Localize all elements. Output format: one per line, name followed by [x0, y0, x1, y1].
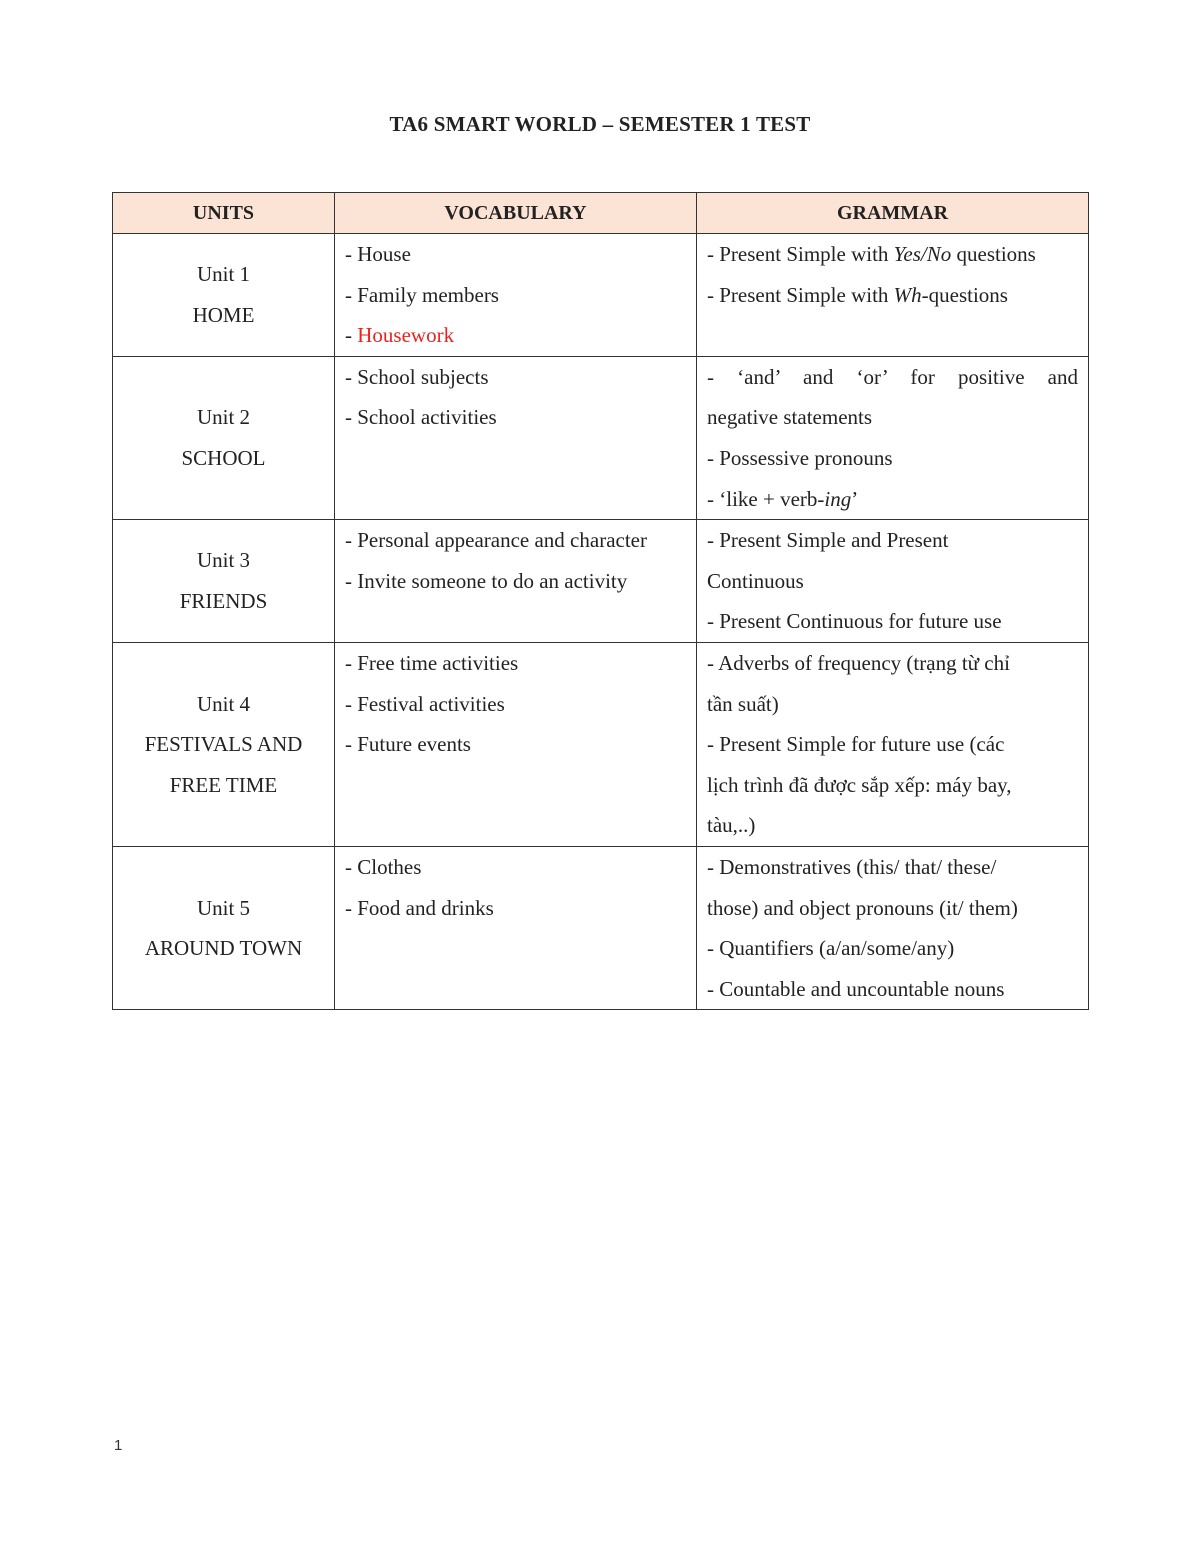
vocab-item: - Personal appearance and character [345, 528, 647, 553]
grammar-item-continued: negative statements [707, 405, 873, 430]
unit-topic: HOME [192, 302, 255, 327]
grammar-item-continued: lịch trình đã được sắp xếp: máy bay, [707, 772, 1012, 797]
unit-topic-continued: FREE TIME [169, 772, 278, 797]
vocabulary-cell [335, 356, 697, 519]
unit-number: Unit 4 [196, 691, 251, 716]
table-row [113, 520, 1089, 643]
vocab-item: - House [345, 242, 411, 266]
grammar-item: - ‘like + verb-ing’ [707, 486, 859, 511]
unit-cell [113, 846, 335, 1009]
unit-number: Unit 2 [196, 405, 251, 430]
grammar-item: - Possessive pronouns [707, 445, 893, 470]
vocab-item: - Family members [345, 282, 499, 307]
header-units: UNITS [113, 193, 335, 234]
vocab-item: - Invite someone to do an activity [345, 568, 628, 593]
vocab-item: - Festival activities [345, 691, 505, 716]
unit-cell [113, 642, 335, 846]
table-row [113, 356, 1089, 519]
table-row [113, 642, 1089, 846]
grammar-item: - Demonstratives (this/ that/ these/ [707, 854, 997, 879]
grammar-item: - Present Simple with Yes/No questions [707, 242, 1036, 266]
header-vocabulary: VOCABULARY [335, 193, 697, 234]
unit-topic: FRIENDS [179, 589, 268, 614]
grammar-item: - Present Simple for future use (các [707, 732, 1005, 757]
grammar-item: - Present Continuous for future use [707, 609, 1002, 634]
grammar-cell [697, 846, 1089, 1009]
unit-number: Unit 5 [196, 895, 251, 920]
unit-topic: AROUND TOWN [144, 936, 303, 961]
unit-topic: SCHOOL [181, 445, 266, 470]
vocab-item: - Future events [345, 732, 471, 757]
table-header-row [113, 193, 1089, 234]
grammar-item: - Countable and uncountable nouns [707, 976, 1005, 1001]
grammar-cell [697, 356, 1089, 519]
grammar-item-continued: Continuous [707, 568, 804, 593]
vocab-item: - Food and drinks [345, 895, 494, 920]
grammar-item: - Present Simple and Present [707, 528, 949, 553]
grammar-item-continued: tần suất) [707, 691, 779, 716]
vocabulary-cell [335, 234, 697, 357]
vocabulary-cell [335, 520, 697, 643]
unit-cell [113, 356, 335, 519]
vocabulary-cell [335, 846, 697, 1009]
vocab-item: - School activities [345, 405, 497, 430]
grammar-item: - Present Simple with Wh-questions [707, 282, 1008, 307]
table-row [113, 846, 1089, 1009]
grammar-cell [697, 520, 1089, 643]
header-grammar: GRAMMAR [697, 193, 1089, 234]
unit-number: Unit 3 [196, 548, 251, 573]
vocabulary-cell [335, 642, 697, 846]
grammar-item: - ‘and’ and ‘or’ for positive and [707, 364, 1078, 389]
grammar-item: - Quantifiers (a/an/some/any) [707, 936, 955, 961]
table-row [113, 234, 1089, 357]
grammar-cell [697, 234, 1089, 357]
grammar-item-continued: those) and object pronouns (it/ them) [707, 895, 1018, 920]
grammar-item-continued: tàu,..) [707, 813, 756, 838]
unit-topic: FESTIVALS AND [144, 732, 303, 757]
vocab-item: - School subjects [345, 364, 489, 389]
page-title: TA6 SMART WORLD – SEMESTER 1 TEST [389, 112, 811, 136]
grammar-cell [697, 642, 1089, 846]
unit-cell [113, 234, 335, 357]
highlighted-vocab: Housework [357, 323, 455, 348]
page-number: 1 [114, 1437, 123, 1454]
vocab-item: - Housework [345, 323, 455, 348]
vocab-item: - Free time activities [345, 650, 519, 675]
unit-number: Unit 1 [196, 262, 251, 287]
unit-cell [113, 520, 335, 643]
vocab-item: - Clothes [345, 854, 422, 879]
syllabus-table [112, 192, 1089, 1010]
grammar-item: - Adverbs of frequency (trạng từ chỉ [707, 650, 1010, 675]
